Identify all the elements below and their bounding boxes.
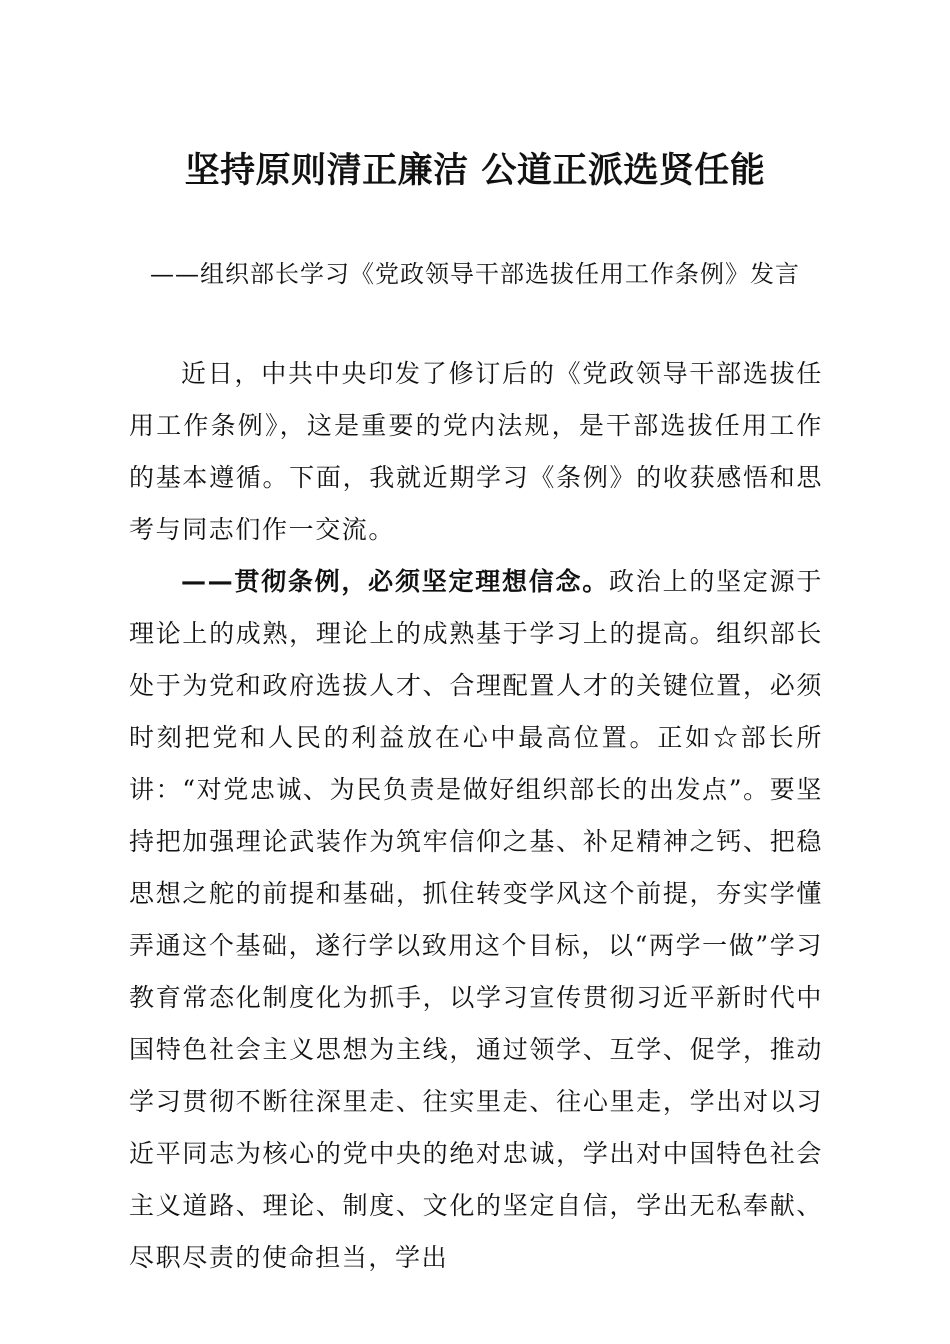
paragraph-ideals-text: 政治上的坚定源于理论上的成熟，理论上的成熟基于学习上的提高。组织部长处于为党和政府选拔人才、合理配置人才的关键位置，必须时刻把党和人民的利益放在心中最高位置。正如☆部长所讲：“对党忠诚、为民负责是做好组织部长的出发点”。要坚持把加强理论武装作为筑牢信仰之基、补足精神之钙、把稳思想之舵的前提和基础，抓住转变学风这个前提，夯实学懂弄通这个基础，遂行学以致用这个目标，以“两学一做”学习教育常态化制度化为抓手，以学习宣传贯彻习近平新时代中国特色社会主义思想为主线，通过领学、互学、促学，推动学习贯彻不断往深里走、往实里走、往心里走，学出对以习近平同志为核心的党中央的绝对忠诚，学出对中国特色社会主义道路、理论、制度、文化的坚定自信，学出无私奉献、尽职尽责的使命担当，学出 <box>129 567 823 1272</box>
paragraph-ideals <box>129 556 823 1284</box>
paragraph-intro <box>129 348 823 556</box>
paragraph-ideals-lead: ——贯彻条例，必须坚定理想信念。 <box>181 567 610 596</box>
paragraph-intro-text: 近日，中共中央印发了修订后的《党政领导干部选拔任用工作条例》，这是重要的党内法规，是干部选拔任用工作的基本遵循。下面，我就近期学习《条例》的收获感悟和思考与同志们作一交流。 <box>129 359 823 544</box>
document-body <box>129 348 823 1284</box>
document-title: 坚持原则清正廉洁 公道正派选贤任能 <box>184 151 766 191</box>
document-subtitle: ——组织部长学习《党政领导干部选拔任用工作条例》发言 <box>150 260 800 288</box>
